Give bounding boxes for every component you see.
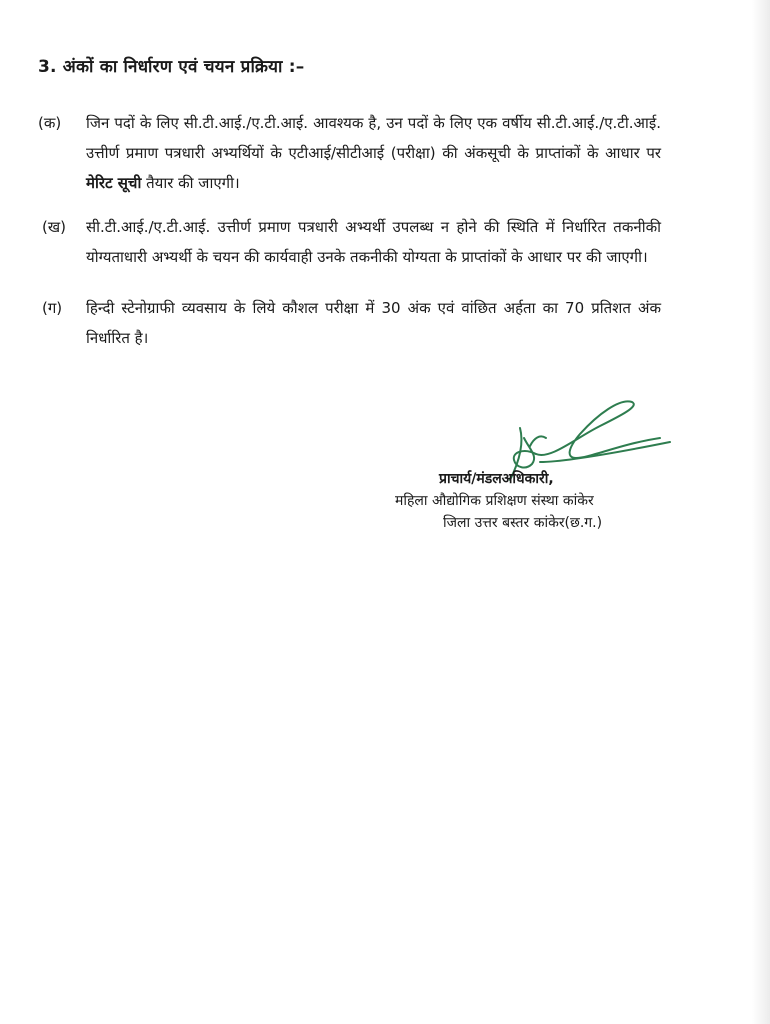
district-address: जिला उत्तर बस्तर कांकेर(छ.ग.): [443, 515, 603, 531]
institute-name: महिला औद्योगिक प्रशिक्षण संस्था कांकेर: [395, 493, 594, 509]
item-label-ka: (क): [38, 114, 62, 132]
item-text-ka-part2: तैयार की जाएगी।: [141, 174, 240, 192]
item-label-kha: (ख): [42, 218, 66, 236]
signature-block: [395, 468, 665, 534]
item-label-ga: (ग): [42, 299, 63, 317]
merit-list-emphasis: मेरिट सूची: [86, 174, 142, 192]
item-text-ga: हिन्दी स्टेनोग्राफी व्यवसाय के लिये कौशल परीक्षा में 30 अंक एवं वांछित अर्हता का 70 प्रतिशत अंक निर्धारित है।: [86, 299, 661, 347]
section-heading: 3. अंकों का निर्धारण एवं चयन प्रक्रिया :–: [38, 57, 305, 77]
signatory-title: प्राचार्य/मंडलअधिकारी,: [439, 471, 554, 487]
item-text-ka: [86, 108, 661, 198]
item-text-ka-part1: जिन पदों के लिए सी.टी.आई./ए.टी.आई. आवश्यक है, उन पदों के लिए एक वर्षीय सी.टी.आई./ए.टी.आई. उत्तीर्ण प्रमाण पत्रधारी अभ्यर्थियों के एटीआई/सीटीआई (परीक्षा) की अंकसूची के प्राप्तांकों के आधार पर: [86, 114, 661, 162]
page-edge-shadow: [752, 0, 770, 1024]
item-text-kha: सी.टी.आई./ए.टी.आई. उत्तीर्ण प्रमाण पत्रधारी अभ्यर्थी उपलब्ध न होने की स्थिति में निर्धारित तकनीकी योग्यताधारी अभ्यर्थी के चयन की कार्यवाही उनके तकनीकी योग्यता के प्राप्तांकों के आधार पर की जाएगी।: [86, 218, 661, 266]
